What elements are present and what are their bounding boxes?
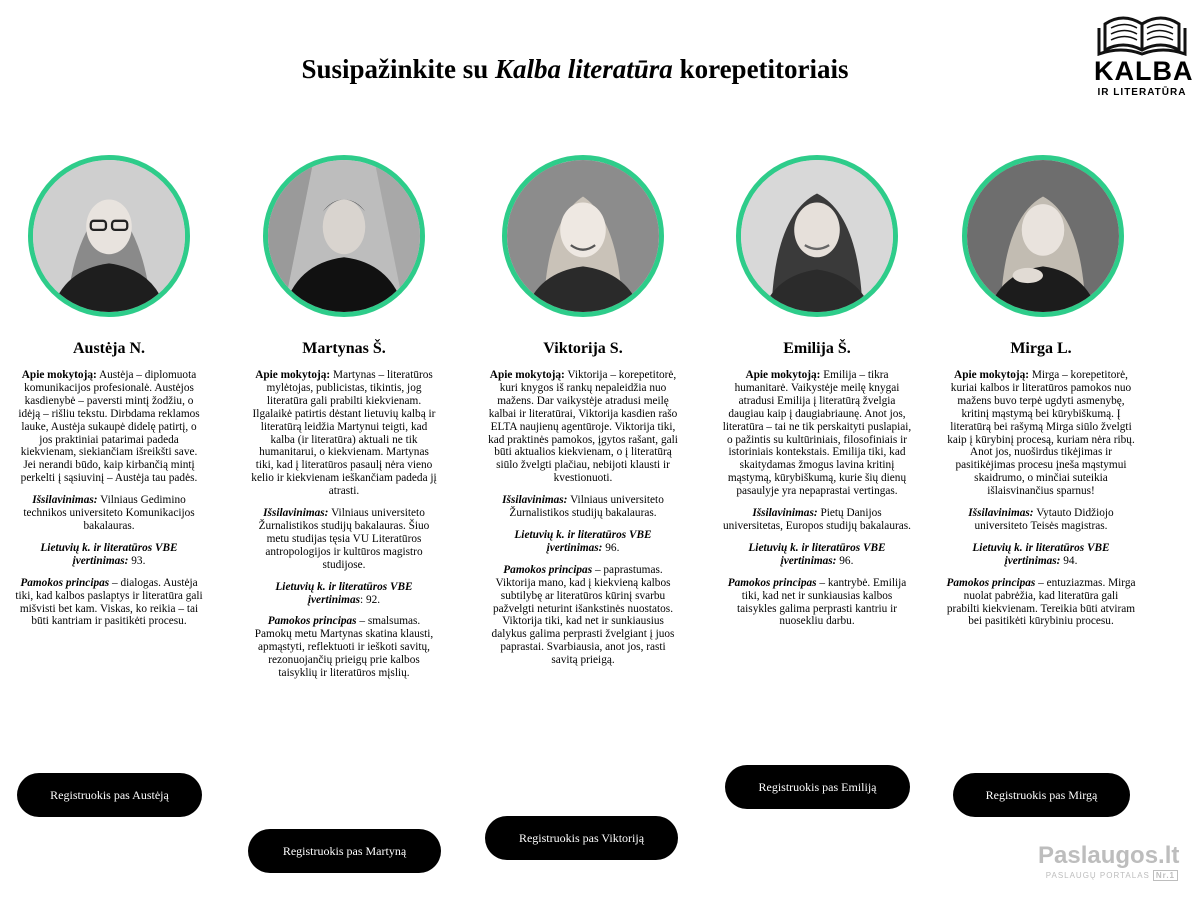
register-button-viktorija[interactable]: Registruokis pas Viktoriją: [485, 816, 678, 860]
tutor-name: Martynas Š.: [302, 340, 386, 357]
register-button-mirga[interactable]: Registruokis pas Mirgą: [953, 773, 1130, 817]
watermark-badge: Nr.1: [1153, 870, 1178, 881]
tutor-bio: [249, 369, 439, 689]
paslaugos-watermark: [1038, 844, 1178, 880]
open-book-icon: [1095, 10, 1189, 56]
page-title: Susipažinkite su Kalba literatūra korepetitoriais: [301, 54, 849, 84]
principle-paragraph: Pamokos principas – entuziazmas. Mirga nuolat pabrėžia, kad literatūra gali prabilti kiekvienam. Tereikia būti atviram bei pasitikėti kūrybiniu procesu.: [946, 576, 1136, 628]
about-paragraph: Apie mokytoją: Viktorija – korepetitorė, kuri knygos iš rankų nepaleidžia nuo mažens. Dar vaikystėje atradusi meilę kalbai ir literatūrai, Viktorija kasdien rašo ELTA naujienų agentūroje. Viktorija tiki, kad praktinės pamokos, įgytos rašant, gali būti aktualios kiekvienam, o į literatūrą siūlo žvelgti plačiau, nebijoti klausti ir kvestionuoti.: [488, 369, 678, 485]
tutor-name: Viktorija S.: [543, 340, 623, 357]
education-paragraph: Išsilavinimas: Vilniaus universiteto Žurnalistikos studijų bakalauras.: [502, 494, 664, 520]
about-paragraph: Apie mokytoją: Austėja – diplomuota komunikacijos profesionalė. Austėjos kasdienybė – paversti mintį žodžiu, o idėją – rišliu tekstu. Dirbdama reklamos lauke, Austėja sukaupė didelę patirtį, o jos praktiniai patarimai padeda kiekvienam, siekiančiam išreikšti save. Jei nerandi būdo, kaip kirbančią mintį perkelti į sąsiuvinį – Austėja tau padės.: [18, 369, 200, 485]
grade-paragraph: Lietuvių k. ir literatūros VBE įvertinimas: 92.: [275, 580, 413, 606]
avatar: [736, 155, 898, 317]
about-paragraph: Apie mokytoją: Emilija – tikra humanitarė. Vaikystėje meilę knygai atradusi Emilija į literatūrą žvelgia daugiau kaip į daugiabriaunę. Anot jos, literatūra – tai ne tik perskaityti puslapiai, o pažintis su kultūriniais, filosofiniais ir istoriniais kontekstais. Emilija tiki, kad skaitydamas žmogus lavina kritinį mąstymą, kūrybiškumą, kurie šių dienų pasaulyje yra nepaprastai vertingas.: [722, 369, 912, 498]
education-paragraph: Išsilavinimas: Pietų Danijos universitetas, Europos studijų bakalauras.: [723, 507, 911, 532]
avatar: [263, 155, 425, 317]
portrait-image: [268, 160, 420, 312]
logo-sub-text: IR LITERATŪRA: [1097, 87, 1187, 98]
principle-paragraph: Pamokos principas – paprastumas. Viktorija mano, kad į kiekvieną kalbos subtilybę ar literatūros kūrinį svarbu pažvelgti neturint išankstinės nuostatos. Viktorija tiki, kad net ir sunkiausius dalykus galima perprasti žvelgiant į juos paprastai. Svarbiausia, anot jos, rasti savitą prieigą.: [491, 563, 675, 667]
principle-paragraph: Pamokos principas – smalsumas. Pamokų metu Martynas skatina klausti, apmąstyti, reflektuoti ir ieškoti savitų, rezonuojančių prieigų prie kalbos taisyklių ir literatūros mįslių.: [254, 615, 434, 680]
kalba-logo[interactable]: [1094, 10, 1194, 98]
logo-main-text: KALBA: [1094, 56, 1194, 86]
principle-paragraph: Pamokos principas – dialogas. Austėja tiki, kad kalbos paslaptys ir literatūra gali mišvisti bet kam. Viskas, ko reikia – tai būti kantriam ir pasitikėti procesu.: [15, 576, 203, 628]
grade-paragraph: Lietuvių k. ir literatūros VBE įvertinimas: 96.: [514, 528, 652, 554]
register-button-martynas[interactable]: Registruokis pas Martyną: [248, 829, 441, 873]
watermark-sub: PASLAUGŲ PORTALAS Nr.1: [1038, 871, 1178, 880]
avatar: [28, 155, 190, 317]
tutor-bio: [946, 369, 1136, 637]
register-button-austeja[interactable]: Registruokis pas Austėją: [17, 773, 202, 817]
portrait-image: [967, 160, 1119, 312]
grade-paragraph: Lietuvių k. ir literatūros VBE įvertinimas: 96.: [748, 541, 886, 567]
about-paragraph: Apie mokytoją: Martynas – literatūros mylėtojas, publicistas, tikintis, jog literatūra gali prabilti kiekvienam. Ilgalaikė patirtis dėstant lietuvių kalbą ir literatūrą leidžia Martynui teigti, kad kalba (ir literatūra) aktuali ne tik humanitarui, o kiekvienam. Martynas tiki, kad į literatūros pasaulį nėra vieno kelio ir kiekvienam ieškančiam padeda jį atrasti.: [251, 369, 437, 498]
about-paragraph: Apie mokytoją: Mirga – korepetitorė, kuriai kalbos ir literatūros pamokos nuo mažens buvo terpė ugdyti asmenybę, kritinį mąstymą bei kūrybiškumą. Į literatūrą bei rašymą Mirga siūlo žvelgti kaip į kūrybinį procesą, kuriam nėra ribų. Anot jos, nuoširdus tikėjimas ir pasitikėjimas procesu įneša mąstymui skaidrumo, o minčiai suteikia išlaisvinančius sparnus!: [947, 369, 1135, 498]
avatar: [502, 155, 664, 317]
tutor-bio: [14, 369, 204, 637]
tutor-name: Emilija Š.: [783, 340, 851, 357]
register-button-emilija[interactable]: Registruokis pas Emiliją: [725, 765, 910, 809]
avatar: [962, 155, 1124, 317]
portrait-image: [507, 160, 659, 312]
grade-paragraph: Lietuvių k. ir literatūros VBE įvertinimas: 93.: [40, 541, 178, 567]
watermark-main: Paslaugos.lt: [1038, 842, 1180, 869]
portrait-image: [741, 160, 893, 312]
tutor-bio: [722, 369, 912, 637]
education-paragraph: Išsilavinimas: Vilniaus Gedimino technikos universiteto Komunikacijos bakalauras.: [23, 494, 195, 532]
tutor-bio: [488, 369, 678, 676]
tutor-name: Austėja N.: [73, 340, 145, 357]
education-paragraph: Išsilavinimas: Vytauto Didžiojo universiteto Teisės magistras.: [968, 507, 1114, 532]
grade-paragraph: Lietuvių k. ir literatūros VBE įvertinimas: 94.: [972, 541, 1110, 567]
principle-paragraph: Pamokos principas – kantrybė. Emilija tiki, kad net ir sunkiausias kalbos taisykles galima perprasti kantriu ir nuosekliu darbu.: [727, 576, 907, 628]
brand-name: Kalba literatūra: [495, 54, 673, 84]
portrait-image: [33, 160, 185, 312]
education-paragraph: Išsilavinimas: Vilniaus universiteto Žurnalistikos studijų bakalauras. Šiuo metu studijas tęsia VU Literatūros antropologijos ir kultūros magistro studijose.: [258, 507, 430, 571]
tutor-name: Mirga L.: [1010, 340, 1072, 357]
